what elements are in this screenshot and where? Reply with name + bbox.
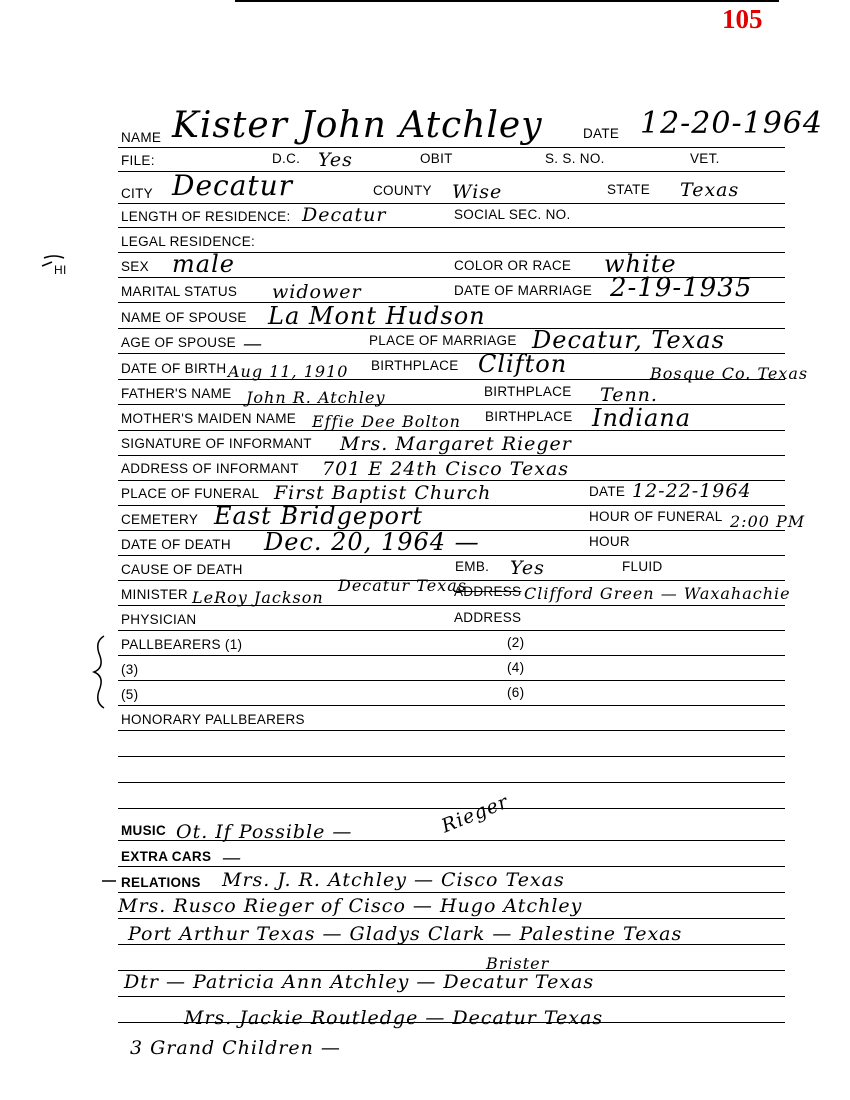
label-date-of-marriage: DATE OF MARRIAGE <box>454 283 593 298</box>
hw-music: Ot. If Possible — <box>176 821 353 843</box>
hw-city: Decatur <box>172 169 294 202</box>
hw-mothers-maiden-name: Effie Dee Bolton <box>312 412 461 431</box>
hw-date: 12-20-1964 <box>640 106 823 141</box>
label-music: MUSIC <box>121 823 166 838</box>
hw-relations-6: 3 Grand Children — <box>130 1037 341 1059</box>
hw-county: Wise <box>452 181 503 203</box>
label-funeral-date: DATE <box>589 484 626 499</box>
hw-marital-status: widower <box>272 281 362 303</box>
label-place-of-funeral: PLACE OF FUNERAL <box>121 486 260 501</box>
hw-date-of-marriage: 2-19-1935 <box>610 273 753 303</box>
label-county: COUNTY <box>373 183 432 198</box>
label-physician-address: ADDRESS <box>454 610 522 625</box>
hw-address-of-informant: 701 E 24th Cisco Texas <box>322 458 570 480</box>
hw-emb: Yes <box>510 557 545 579</box>
hw-birthplace: Clifton <box>478 350 568 378</box>
label-marital-status: MARITAL STATUS <box>121 284 238 299</box>
rule-rel-5 <box>118 996 785 997</box>
hw-color-or-race: white <box>604 250 677 278</box>
label-obit: OBIT <box>420 151 453 166</box>
label-pallbearers-1: PALLBEARERS (1) <box>121 637 243 652</box>
hw-place-of-marriage: Decatur, Texas <box>532 326 725 354</box>
label-pallbearers-4: (4) <box>507 660 525 675</box>
rule-blank-2 <box>118 782 785 783</box>
rule-pb1 <box>118 655 785 656</box>
label-minister-address: ADDRESS <box>454 584 522 599</box>
hw-sex: male <box>172 250 235 278</box>
rule-pb5 <box>118 705 785 706</box>
hw-birthplace-extra: Bosque Co. Texas <box>650 364 809 383</box>
margin-arrow-icon <box>40 250 80 280</box>
hw-cemetery: East Bridgeport <box>214 502 424 530</box>
label-relations: RELATIONS <box>121 875 201 890</box>
hw-relations-4: Dtr — Patricia Ann Atchley — Decatur Texas <box>124 971 595 993</box>
label-fathers-name: FATHER'S NAME <box>121 386 232 401</box>
label-name: NAME <box>121 130 162 145</box>
label-mothers-birthplace: BIRTHPLACE <box>485 409 573 424</box>
label-physician: PHYSICIAN <box>121 612 197 627</box>
label-sex: SEX <box>121 259 149 274</box>
label-honorary-pallbearers: HONORARY PALLBEARERS <box>121 712 305 727</box>
hw-length-of-residence: Decatur <box>302 204 387 226</box>
label-hour: HOUR <box>589 534 630 549</box>
rule-blank-1 <box>118 756 785 757</box>
hw-age-of-spouse: — <box>243 333 263 355</box>
label-vet: VET. <box>690 151 720 166</box>
label-name-of-spouse: NAME OF SPOUSE <box>121 310 247 325</box>
label-cause-of-death: CAUSE OF DEATH <box>121 562 243 577</box>
hw-date-of-death: Dec. 20, 1964 — <box>264 528 480 556</box>
label-age-of-spouse: AGE OF SPOUSE <box>121 335 236 350</box>
rule-residence <box>118 227 785 228</box>
hw-minister: LeRoy Jackson <box>192 588 324 607</box>
hw-name-of-spouse: La Mont Hudson <box>268 302 486 330</box>
hw-relations-3: Port Arthur Texas — Gladys Clark — Palestine Texas <box>128 923 683 945</box>
label-fathers-birthplace: BIRTHPLACE <box>484 384 572 399</box>
hw-mothers-birthplace: Indiana <box>592 404 692 432</box>
label-pallbearers-3: (3) <box>121 662 139 677</box>
label-cemetery: CEMETERY <box>121 512 199 527</box>
rule-name <box>118 147 785 148</box>
hw-fathers-birthplace: Tenn. <box>600 384 658 406</box>
label-minister: MINISTER <box>121 587 188 602</box>
rule-honorary <box>118 730 785 731</box>
label-address-of-informant: ADDRESS OF INFORMANT <box>121 461 299 476</box>
label-pallbearers-6: (6) <box>507 685 525 700</box>
hw-signature-of-informant: Mrs. Margaret Rieger <box>340 433 572 455</box>
hw-relations-2: Mrs. Rusco Rieger of Cisco — Hugo Atchley <box>118 895 583 917</box>
label-emb: EMB. <box>455 559 490 574</box>
label-place-of-marriage: PLACE OF MARRIAGE <box>369 333 517 348</box>
label-date: DATE <box>583 126 620 141</box>
hw-date-of-birth: Aug 11, 1910 <box>228 362 349 381</box>
hw-music-note: Rieger <box>438 790 512 838</box>
hw-relations-1: Mrs. J. R. Atchley — Cisco Texas <box>222 869 565 891</box>
label-dc: D.C. <box>272 151 301 166</box>
label-pallbearers-2: (2) <box>507 635 525 650</box>
hw-name: Kister John Atchley <box>172 105 543 146</box>
label-pallbearers-5: (5) <box>121 687 139 702</box>
label-color-or-race: COLOR OR RACE <box>454 258 572 273</box>
label-social-sec-no: SOCIAL SEC. NO. <box>454 207 571 222</box>
hw-minister-extra: Clifford Green — Waxahachie <box>524 584 791 603</box>
label-length-of-residence: LENGTH OF RESIDENCE: <box>121 209 291 224</box>
label-birthplace: BIRTHPLACE <box>371 358 459 373</box>
hw-fathers-name: John R. Atchley <box>246 388 386 407</box>
hw-funeral-date: 12-22-1964 <box>632 480 752 502</box>
label-legal-residence: LEGAL RESIDENCE: <box>121 234 256 249</box>
label-mothers-maiden-name: MOTHER'S MAIDEN NAME <box>121 411 297 426</box>
label-state: STATE <box>607 182 651 197</box>
rule-physician <box>118 630 785 631</box>
label-date-of-birth: DATE OF BIRTH <box>121 361 227 376</box>
label-city: CITY <box>121 186 153 201</box>
hw-dc: Yes <box>318 149 353 171</box>
top-scan-edge <box>235 0 779 2</box>
hw-place-of-funeral: First Baptist Church <box>274 482 492 504</box>
label-hour-of-funeral: HOUR OF FUNERAL <box>589 509 723 524</box>
rule-pb3 <box>118 680 785 681</box>
hw-extra-cars: — <box>222 847 242 869</box>
page-number: 105 <box>722 4 763 34</box>
label-ss-no: S. S. NO. <box>545 151 605 166</box>
pallbearer-bracket-icon <box>88 632 118 712</box>
hw-relations-4-note: Brister <box>486 954 550 973</box>
label-date-of-death: DATE OF DEATH <box>121 537 231 552</box>
label-file: FILE: <box>121 153 155 168</box>
relations-marker-icon <box>100 874 122 888</box>
hw-relations-5: Mrs. Jackie Routledge — Decatur Texas <box>184 1007 604 1029</box>
hw-minister-address: Decatur Texas <box>338 576 467 595</box>
label-fluid: FLUID <box>622 559 663 574</box>
label-extra-cars: EXTRA CARS <box>121 849 212 864</box>
hw-state: Texas <box>680 179 740 201</box>
margin-mark: HI <box>54 263 67 277</box>
label-signature-of-informant: SIGNATURE OF INFORMANT <box>121 436 312 451</box>
hw-hour-of-funeral: 2:00 PM <box>730 512 806 531</box>
